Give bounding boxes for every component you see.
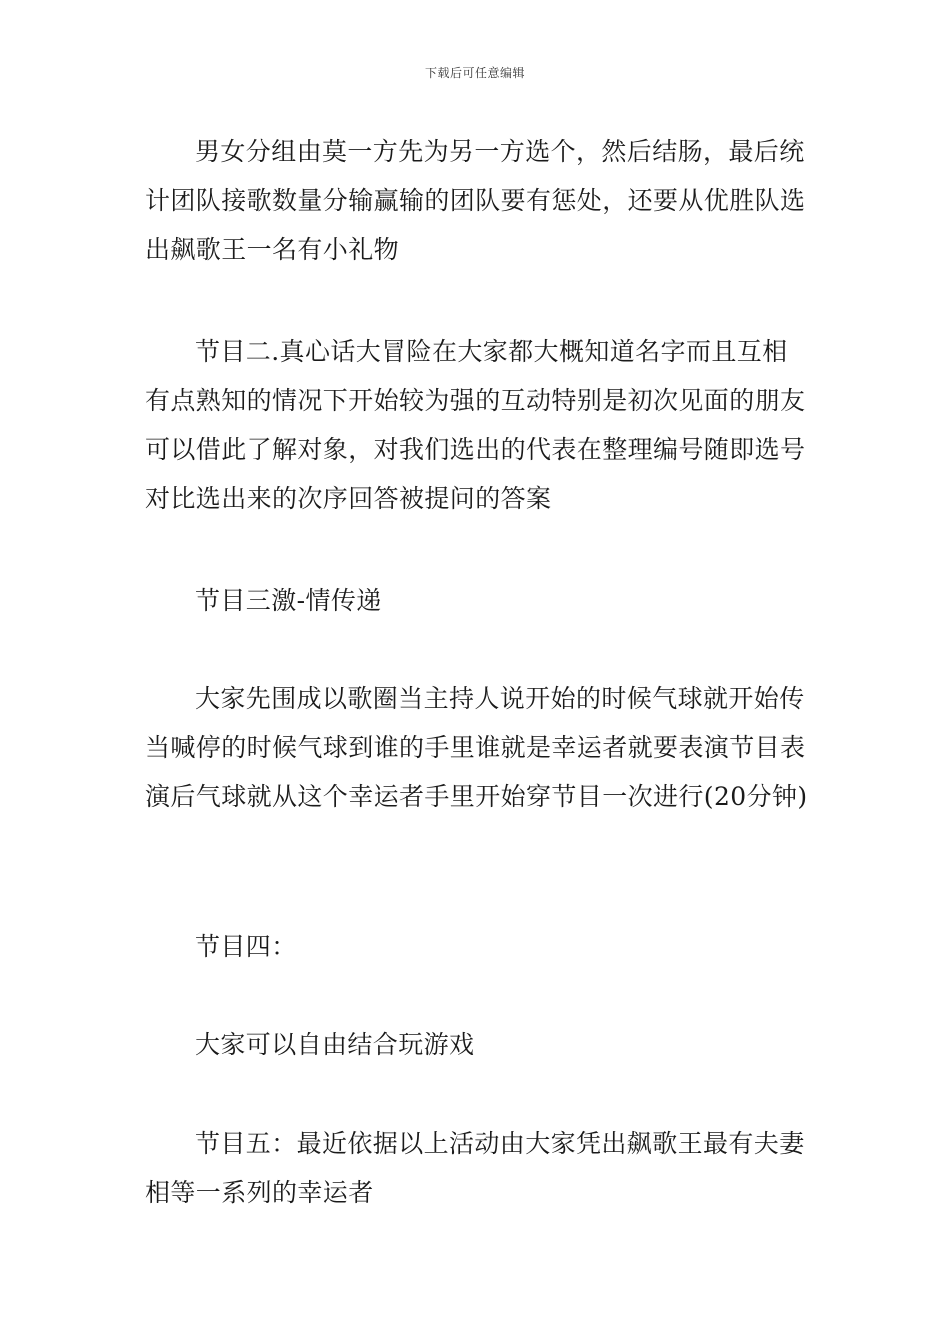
paragraph-program-five: 节目五：最近依据以上活动由大家凭出飙歌王最有夫妻相等一系列的幸运者 <box>145 1129 805 1207</box>
paragraph-balloon-passing: 大家先围成以歌圈当主持人说开始的时候气球就开始传当喊停的时候气球到谁的手里谁就是幸运者就要表演节目表演后气球就从这个幸运者手里开始穿节目一次进行(20分钟) <box>145 684 808 811</box>
paragraph-free-games: 大家可以自由结合玩游戏 <box>195 1030 475 1059</box>
paragraph-program-three-title: 节目三激-情传递 <box>195 586 382 615</box>
paragraph-truth-or-dare: 节目二.真心话大冒险在大家都大概知道名字而且互相有点熟知的情况下开始较为强的互动特别是初次见面的朋友可以借此了解对象，对我们选出的代表在整理编号随即选号对比选出来的次序回答被提问的答案 <box>145 337 806 513</box>
paragraph-program-four-title: 节目四： <box>195 932 297 961</box>
paragraph-group-singing: 男女分组由莫一方先为另一方选个，然后结肠，最后统计团队接歌数量分输赢输的团队要有惩处，还要从优胜队选出飙歌王一名有小礼物 <box>145 137 806 264</box>
page-header: 下载后可任意编辑 <box>424 66 525 80</box>
